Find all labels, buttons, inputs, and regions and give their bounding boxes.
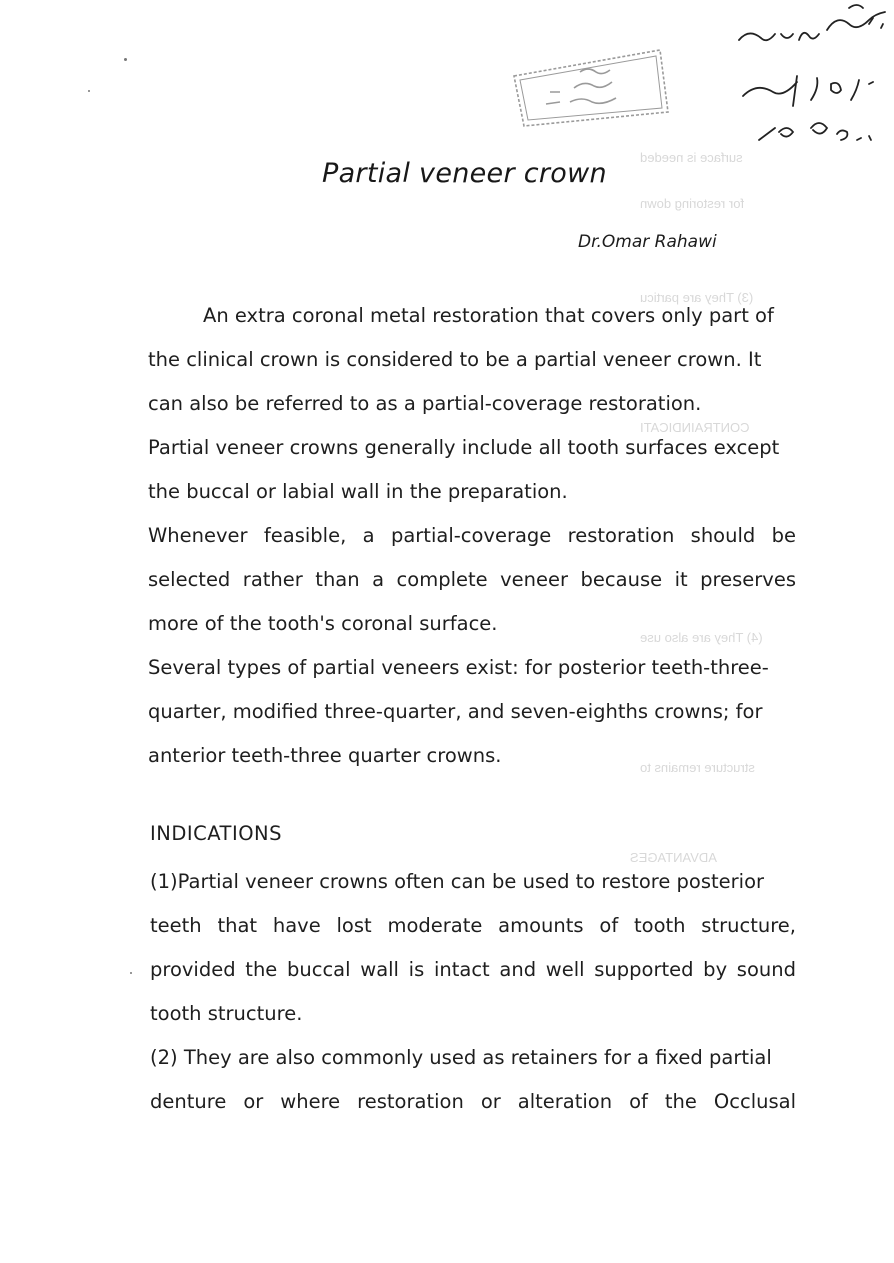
bleed-through: structure remains to: [640, 760, 755, 775]
document-title: Partial veneer crown: [322, 158, 607, 189]
author-name: Dr.Omar Rahawi: [578, 232, 717, 252]
scan-speck: [88, 90, 90, 92]
handwritten-note-icon: [719, 0, 894, 160]
scan-speck: [124, 58, 127, 61]
paragraph-line: tooth structure.: [150, 1002, 303, 1025]
paragraph-line: more of the tooth's coronal surface.: [148, 612, 498, 635]
scan-speck: [130, 972, 132, 974]
bleed-through: (3) They are particu: [640, 290, 754, 305]
paragraph-line: Several types of partial veneers exist: for posterior teeth-three-: [148, 656, 769, 679]
paragraph-line: Whenever feasible, a partial-coverage restoration should be: [148, 524, 796, 547]
paragraph-line: (1)Partial veneer crowns often can be used to restore posterior: [150, 870, 765, 893]
paragraph-line: the clinical crown is considered to be a partial veneer crown. It: [148, 348, 762, 371]
paragraph-line: the buccal or labial wall in the preparation.: [148, 480, 568, 503]
paragraph-line: can also be referred to as a partial-coverage restoration.: [148, 392, 702, 415]
paragraph-line: selected rather than a complete veneer because it preserves: [148, 568, 796, 591]
paragraph-line: quarter, modified three-quarter, and seven-eighths crowns; for: [148, 700, 763, 723]
section-heading-indications: INDICATIONS: [150, 822, 283, 845]
paragraph-line: (2) They are also commonly used as retainers for a fixed partial: [150, 1046, 772, 1069]
bleed-through: CONTRAINDICATI: [640, 420, 750, 435]
bleed-through: for restoring down: [640, 196, 745, 211]
paragraph-line: Partial veneer crowns generally include all tooth surfaces except: [148, 436, 780, 459]
library-stamp-icon: [510, 42, 670, 130]
paragraph-line: denture or where restoration or alteration of the Occlusal: [150, 1090, 796, 1113]
paragraph-line: provided the buccal wall is intact and well supported by sound: [150, 958, 796, 981]
paragraph-line: anterior teeth-three quarter crowns.: [148, 744, 502, 767]
bleed-through: (4) They are also use: [640, 630, 763, 645]
bleed-through: surface is needed: [640, 150, 743, 165]
bleed-through: ADVANTAGES: [630, 850, 717, 865]
paragraph-line: An extra coronal metal restoration that covers only part of: [203, 304, 774, 327]
paragraph-line: teeth that have lost moderate amounts of tooth structure,: [150, 914, 796, 937]
